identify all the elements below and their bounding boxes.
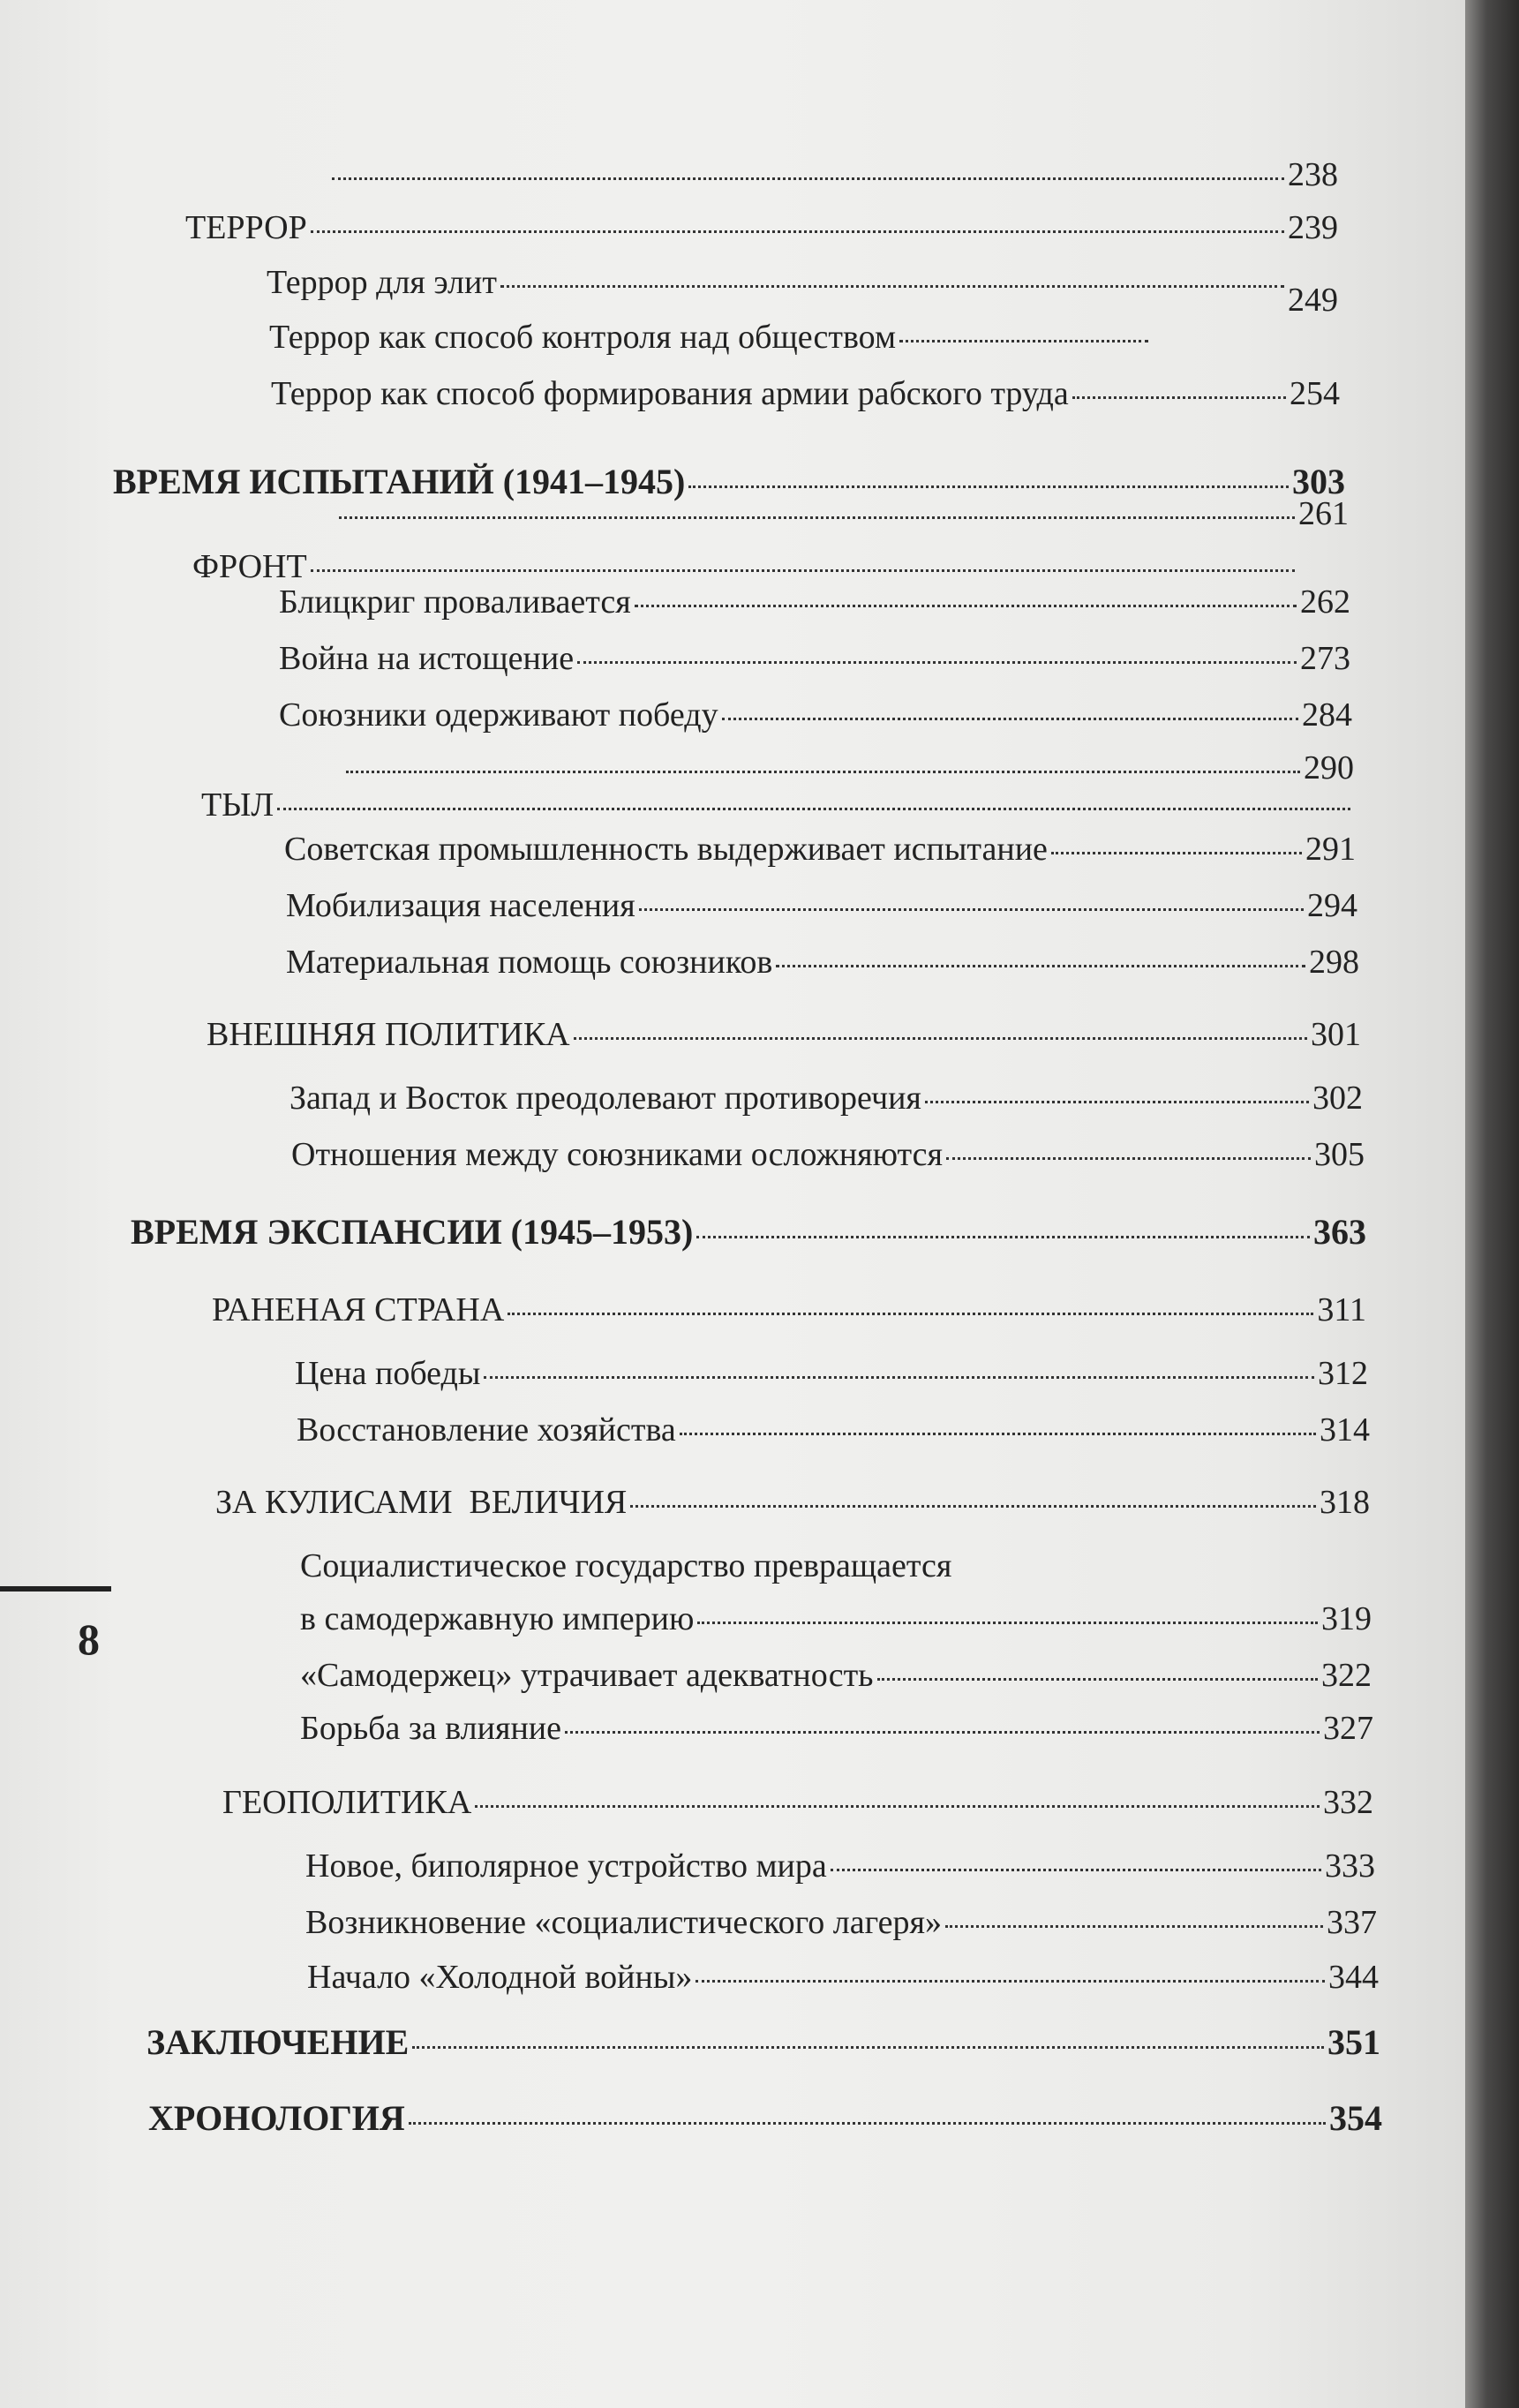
toc-entry <box>300 1656 1372 1695</box>
toc-entry-page: 294 <box>1307 887 1357 924</box>
dot-leader <box>508 1313 1313 1315</box>
dot-leader <box>899 340 1148 342</box>
toc-entry-title: Запад и Восток преодолевают противоречия <box>290 1080 921 1117</box>
dot-leader <box>925 1101 1309 1103</box>
dot-leader <box>565 1731 1320 1734</box>
toc-entry <box>222 1783 1373 1822</box>
dot-leader <box>484 1376 1314 1379</box>
toc-part-heading <box>147 2021 1380 2063</box>
toc-entry <box>215 1483 1370 1522</box>
toc-entry-page: 302 <box>1312 1080 1363 1117</box>
toc-entry <box>305 1847 1375 1885</box>
toc-entry-page: 273 <box>1300 640 1350 677</box>
toc-entry-page: 332 <box>1323 1784 1373 1821</box>
toc-entry-title: Материальная помощь союзников <box>286 944 773 981</box>
toc-entry <box>290 1079 1363 1117</box>
toc-entry-page: 344 <box>1328 1959 1379 1996</box>
toc-entry-title: ХРОНОЛОГИЯ <box>148 2098 405 2138</box>
toc-entry-title: ВРЕМЯ ЭКСПАНСИИ (1945–1953) <box>131 1212 694 1252</box>
dot-leader <box>346 771 1300 773</box>
toc-entry-title: Начало «Холодной войны» <box>307 1959 693 1996</box>
toc-entry-page: 303 <box>1292 462 1345 501</box>
toc-entry-page: 311 <box>1317 1291 1366 1328</box>
toc-entry <box>305 1903 1377 1942</box>
toc-entry-title-line1: Социалистическое государство превращается <box>300 1547 952 1584</box>
dot-leader <box>697 1622 1318 1624</box>
dot-leader <box>311 569 1295 572</box>
toc-entry-title: Отношения между союзниками осложняются <box>291 1136 943 1173</box>
toc-entry-title: Террор как способ формирования армии рабского труда <box>271 375 1069 412</box>
dot-leader <box>680 1433 1316 1435</box>
toc-entry-title: «Самодержец» утрачивает адекватность <box>300 1657 874 1694</box>
toc-entry-page: 319 <box>1321 1600 1372 1637</box>
toc-entry <box>185 208 1338 247</box>
toc-entry-title: ВРЕМЯ ИСПЫТАНИЙ (1941–1945) <box>113 462 686 501</box>
toc-entry-page: 254 <box>1290 375 1340 412</box>
toc-entry-page: 354 <box>1329 2098 1382 2138</box>
dot-leader <box>1051 852 1302 854</box>
dot-leader <box>630 1505 1316 1508</box>
toc-entry-page: 239 <box>1288 209 1338 246</box>
toc-entry-title: РАНЕНАЯ СТРАНА <box>212 1291 505 1328</box>
toc-entry-title: ФРОНТ <box>192 548 307 585</box>
toc-entry-page: 249 <box>1288 282 1338 319</box>
toc-entry <box>201 786 1354 824</box>
dot-leader <box>696 1980 1325 1983</box>
toc-entry <box>192 547 1349 586</box>
toc-entry <box>300 1709 1373 1748</box>
toc-entry <box>328 155 1338 194</box>
toc-entry <box>335 494 1349 533</box>
toc-entry-page: 314 <box>1320 1411 1370 1449</box>
toc-entry-page: 290 <box>1304 749 1354 786</box>
dot-leader <box>946 1157 1311 1160</box>
folio-rule <box>0 1586 111 1592</box>
dot-leader <box>945 1925 1323 1928</box>
toc-entry-page: 262 <box>1300 583 1350 621</box>
toc-entry-page: 337 <box>1327 1904 1377 1941</box>
toc-entry <box>286 886 1357 925</box>
dot-leader <box>877 1678 1318 1681</box>
toc-entry <box>284 830 1356 869</box>
dot-leader <box>412 2046 1324 2049</box>
dot-leader <box>831 1869 1321 1871</box>
toc-entry <box>291 1135 1365 1174</box>
toc-entry-title: ВНЕШНЯЯ ПОЛИТИКА <box>207 1016 570 1053</box>
toc-entry-title: Война на истощение <box>279 640 575 677</box>
dot-leader <box>1072 396 1286 399</box>
toc-entry-title: Союзники одерживают победу <box>279 696 718 734</box>
toc-entry-title: Мобилизация населения <box>286 887 635 924</box>
toc-entry <box>295 1354 1368 1393</box>
toc-entry <box>300 1599 1372 1638</box>
dot-leader <box>639 908 1304 911</box>
toc-entry-page: 351 <box>1327 2022 1380 2062</box>
toc-entry <box>342 749 1354 787</box>
toc-entry <box>297 1411 1370 1449</box>
toc-entry-title: в самодержавную империю <box>300 1600 695 1637</box>
dot-leader <box>577 661 1297 664</box>
page-number: 8 <box>78 1614 100 1664</box>
toc-entry-title: ТЫЛ <box>201 786 274 824</box>
toc-entry-page: 261 <box>1298 495 1349 532</box>
toc-entry-page: 291 <box>1305 831 1356 868</box>
toc-entry-page: 298 <box>1309 944 1359 981</box>
dot-leader <box>574 1037 1307 1040</box>
dot-leader <box>688 485 1289 488</box>
toc-entry-page: 301 <box>1311 1016 1361 1053</box>
toc-entry <box>286 943 1359 982</box>
dot-leader <box>409 2122 1326 2125</box>
toc-entry <box>279 639 1350 678</box>
toc-entry-title: Террор как способ контроля над обществом <box>269 319 896 356</box>
dot-leader <box>722 718 1298 720</box>
toc-entry-page: 322 <box>1321 1657 1372 1694</box>
toc-entry-title: Новое, биполярное устройство мира <box>305 1847 827 1885</box>
toc-part-heading <box>148 2097 1382 2139</box>
toc-entry-title: ГЕОПОЛИТИКА <box>222 1784 472 1821</box>
toc-entry <box>307 1958 1379 1997</box>
toc-entry-title: Возникновение «социалистического лагеря» <box>305 1904 943 1941</box>
page-edge-shadow <box>1465 0 1519 2408</box>
toc-entry <box>279 696 1352 734</box>
dot-leader <box>332 177 1284 180</box>
toc-entry-title: ЗА КУЛИСАМИ ВЕЛИЧИЯ <box>215 1484 628 1521</box>
toc-entry-page: 305 <box>1314 1136 1365 1173</box>
toc-entry-page: 284 <box>1302 696 1352 734</box>
toc-entry <box>279 583 1350 621</box>
toc-entry-title: Советская промышленность выдерживает испытание <box>284 831 1048 868</box>
dot-leader <box>311 230 1284 233</box>
dot-leader <box>635 605 1297 607</box>
dot-leader <box>475 1805 1320 1808</box>
toc-entry-title: ТЕРРОР <box>185 209 307 246</box>
toc-entry <box>207 1015 1361 1054</box>
toc-entry <box>212 1291 1366 1329</box>
toc-entry <box>269 281 1338 320</box>
toc-part-heading <box>131 1211 1366 1253</box>
dot-leader <box>696 1236 1310 1238</box>
dot-leader <box>776 965 1305 967</box>
toc-entry-title: ЗАКЛЮЧЕНИЕ <box>147 2022 410 2062</box>
dot-leader <box>339 516 1295 519</box>
toc-entry-page: 327 <box>1323 1710 1373 1747</box>
toc-entry-page: 312 <box>1318 1355 1368 1392</box>
toc-entry-page: 238 <box>1288 156 1338 193</box>
toc-entry-page: 318 <box>1320 1484 1370 1521</box>
toc-entry-page: 333 <box>1325 1847 1375 1885</box>
toc-entry-title: Блицкриг проваливается <box>279 583 631 621</box>
toc-entry <box>269 318 1152 357</box>
toc-entry-title: Цена победы <box>295 1355 481 1392</box>
toc-entry-page: 363 <box>1313 1212 1366 1252</box>
dot-leader <box>277 808 1350 810</box>
toc-entry-title: Восстановление хозяйства <box>297 1411 676 1449</box>
toc-entry-title: Борьба за влияние <box>300 1710 561 1747</box>
toc-entry <box>271 374 1340 413</box>
toc-entry-title: Террор для элит <box>267 264 497 301</box>
